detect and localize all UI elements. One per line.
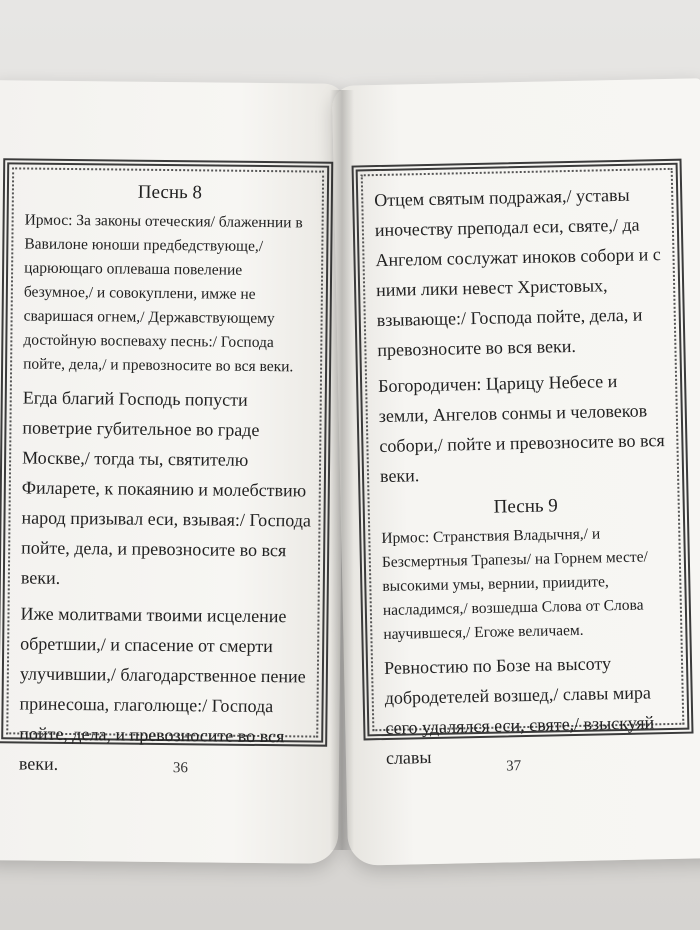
right-page <box>332 78 700 866</box>
page-number-37: 37 <box>505 758 522 775</box>
troparion-3: Отцем святым подражая,/ уставы иночеству преподал еси, святе,/ да Ангелом сослужат иноков собори и с ними лики невест Христовых, взывающе:/ Господа пойте, дела, и превозносите во вся веки. <box>374 184 661 361</box>
song-8-heading: Песнь 8 <box>137 181 203 204</box>
troparion-2: Иже молитвами твоими исцеление обретшии,/ и спасение от смерти улучившии,/ благодарственное пение принесоша, глаголюще:/ Господа пойте, дела, и превозносите во вся веки. <box>18 603 306 774</box>
irmos-text-9: Ирмос: Странствия Владычня,/ и Безсмертныя Трапезы/ на Горнем месте/ высокими умы, вернии, приидите, насладимся,/ возшедша Слова от Слова научившеся,/ Егоже величаем. <box>381 525 648 643</box>
song-9-heading: Песнь 9 <box>493 495 559 518</box>
irmos-text: Ирмос: За законы отеческия/ блаженнии в Вавилоне юноши предбедствующе,/ царюющаго оплеваша повеление безумное,/ и совокуплени, имже не сваришася огнем,/ Державствующему достойную воспеваху песнь:/ Господа пойте, дела,/ и превозносите во вся веки. <box>23 211 303 376</box>
troparion-4: Ревностию по Бозе на высоту добродетелей возшед,/ славы мира сего удалялся еси, святе,/ взыскуяй славы <box>383 653 655 768</box>
right-page-text <box>374 179 676 773</box>
troparion-1: Егда благий Господь попусти поветрие губительное во граде Москве,/ тогда ты, святителю Филарете, к покаянию и молебствию народ призывал еси, взывая:/ Господа пойте, дела, и превозносите во вся веки. <box>20 387 312 588</box>
page-number-36: 36 <box>172 760 188 777</box>
left-page-text <box>19 179 315 782</box>
book-gutter <box>330 90 354 850</box>
left-page <box>0 80 346 864</box>
theotokion: Богородичен: Царицу Небесе и земли, Ангелов сонмы и человеков собори,/ пойте и превозносите во вся веки. <box>377 371 665 487</box>
